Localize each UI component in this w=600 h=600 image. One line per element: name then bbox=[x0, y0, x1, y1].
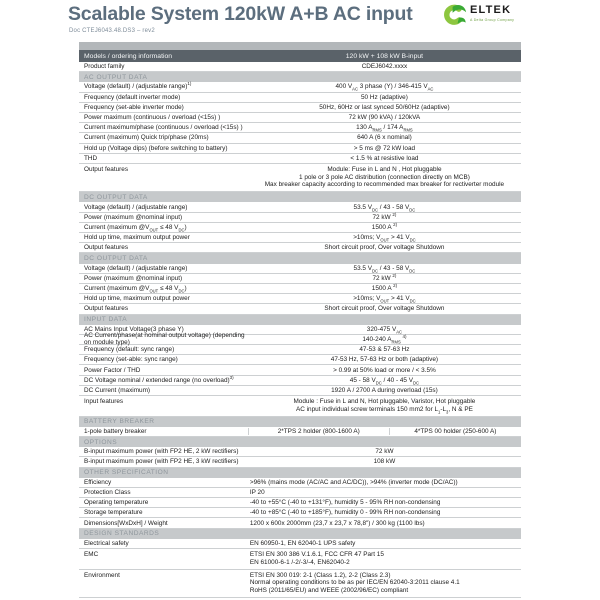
table-header-row bbox=[79, 50, 521, 62]
logo-tagline: A Delta Group Company bbox=[470, 18, 515, 22]
spec-row bbox=[79, 274, 521, 284]
row-label: Current (maximum $@V_{OUT} \le 48$ $V_{DC}$) bbox=[84, 285, 187, 294]
row-value: 53.5 $V_{DC} / 43 - 58$ $V_{DC}$ bbox=[353, 264, 416, 273]
table-header-label: Models / ordering information bbox=[84, 52, 173, 60]
row-value: EN 60950-1, EN 62040-1 UPS safety bbox=[249, 539, 356, 547]
row-value: Module : Fuse in L and N, Hot pluggable, Varistor, Hot pluggable AC input individual screw terminals 150 mm2 for $L_1-L_3$, N & PE bbox=[293, 398, 476, 415]
row-label: Output features bbox=[84, 244, 129, 252]
spec-row bbox=[79, 233, 521, 243]
row-value-2: 4*TPS 00 holder (250-600 A) bbox=[414, 427, 497, 435]
row-value: 108 kW bbox=[373, 458, 396, 466]
row-value: 1200 x 600x 2000mm (23,7 x 23,7 x 78,8") / 300 kg (1100 lbs) bbox=[249, 519, 425, 527]
row-value: Short circuit proof, Over voltage Shutdown bbox=[324, 244, 445, 252]
spec-row bbox=[79, 82, 521, 92]
spec-row bbox=[79, 223, 521, 233]
row-label: Storage temperature bbox=[84, 509, 143, 517]
row-label: Environment bbox=[84, 571, 120, 579]
spec-row bbox=[79, 144, 521, 154]
section-header-row: INPUT DATA bbox=[79, 315, 521, 325]
section-header-row: BATTERY BREAKER bbox=[79, 417, 521, 427]
row-value: 47-53 Hz, 57-63 Hz or both (adaptive) bbox=[330, 356, 439, 364]
section-header-row: DESIGN STANDARDS bbox=[79, 529, 521, 539]
spec-row bbox=[79, 284, 521, 294]
spec-row bbox=[79, 549, 521, 570]
spec-row bbox=[79, 427, 521, 437]
row-value: 50 Hz (adaptive) bbox=[360, 93, 408, 101]
row-value: >96% (mains mode (AC/AC and AC/DC)), >94% (inverter mode (DC/AC)) bbox=[249, 478, 458, 486]
spec-row bbox=[79, 62, 521, 72]
spec-row bbox=[79, 243, 521, 253]
row-label: Frequency (default inverter mode) bbox=[84, 93, 181, 101]
row-value: CDEJ6042.xxxx bbox=[361, 63, 408, 71]
row-value: >10ms; $V_{OUT} > 41$ $V_{DC}$ bbox=[353, 295, 416, 304]
spec-row bbox=[79, 202, 521, 212]
row-label: Voltage (default) / (adjustable range)$^{1)}$ bbox=[84, 81, 192, 91]
spec-row bbox=[79, 365, 521, 375]
logo-wordmark bbox=[470, 4, 514, 22]
row-value: >10ms; $V_{OUT} > 41$ $V_{DC}$ bbox=[353, 234, 416, 243]
spec-row bbox=[79, 332, 521, 347]
spec-row bbox=[79, 376, 521, 386]
eltek-swirl-icon bbox=[440, 4, 467, 31]
spec-table-body bbox=[79, 62, 521, 598]
row-label: B-input maximum power (with FP2 HE, 3 kW rectifiers) bbox=[84, 458, 239, 466]
row-label: Power maximum (continuous / overload (<15s) ) bbox=[84, 114, 221, 122]
row-label: Electrical safety bbox=[84, 539, 129, 547]
spec-row bbox=[79, 570, 521, 598]
spec-row bbox=[79, 103, 521, 113]
row-value: 400 $V_{AC}$ 3 phase (Y) / 346-415 $V_{AC}$ bbox=[335, 83, 434, 92]
row-value: 2*TPS 2 holder (800-1600 A) bbox=[248, 428, 390, 435]
spec-row bbox=[79, 355, 521, 365]
row-label: Frequency (set-able inverter mode) bbox=[84, 103, 184, 111]
row-label: Frequency (default: sync range) bbox=[84, 346, 175, 354]
spec-row bbox=[79, 294, 521, 304]
row-value: > 0.99 at 50% load or more / < 3.5% bbox=[333, 366, 436, 374]
spec-row bbox=[79, 498, 521, 508]
spec-row bbox=[79, 345, 521, 355]
row-value: > 5 ms @ 72 kW load bbox=[353, 144, 416, 152]
eltek-logo bbox=[440, 4, 514, 31]
row-value: IP 20 bbox=[249, 489, 265, 497]
row-label: Power (maximum @nominal input) bbox=[84, 213, 183, 221]
spec-row bbox=[79, 396, 521, 417]
row-value: 1500 A $^{2)}$ bbox=[371, 221, 398, 231]
row-label: B-input maximum power (with FP2 HE, 2 kW rectifiers) bbox=[84, 448, 239, 456]
row-label: Hold up time, maximum output power bbox=[84, 295, 190, 303]
section-header-row: DC OUTPUT DATA bbox=[79, 253, 521, 263]
row-label: Efficiency bbox=[84, 478, 112, 486]
row-value: 72 kW $^{2)}$ bbox=[372, 272, 397, 282]
row-label: AC Current/phase(at nominal output voltage) (depending on module type) bbox=[84, 332, 245, 347]
row-value: ETSI EN 300 019: 2-1 (Class 1.2), 2-2 (Class 2.3) Normal operating conditions to be as per IEC/EN 62040-3:2011 clause 4.1 RoHS (2011/65/EU) and WEEE (2002/96/EC) compliant bbox=[249, 571, 460, 595]
row-label: DC Voltage nominal / extended range (no overload)$^{3)}$ bbox=[84, 374, 234, 384]
spec-row bbox=[79, 488, 521, 498]
row-value: Short circuit proof, Over voltage Shutdown bbox=[324, 305, 445, 313]
row-value: 53.5 $V_{DC} / 43 - 58$ $V_{DC}$ bbox=[353, 203, 416, 212]
row-value: 320-475 $V_{AC}$ bbox=[366, 325, 403, 335]
section-header-row: AC OUTPUT DATA bbox=[79, 72, 521, 82]
spec-row bbox=[79, 123, 521, 133]
spec-row bbox=[79, 518, 521, 528]
row-value: 1920 A / 2700 A during overload (15s) bbox=[331, 386, 438, 394]
row-label: Protection Class bbox=[84, 489, 131, 497]
row-label: Current (maximum) Quick trip/phase (20ms) bbox=[84, 134, 209, 142]
row-label: 1-pole battery breaker bbox=[84, 427, 147, 435]
spec-row bbox=[79, 264, 521, 274]
row-value: 640 A (6 x nominal) bbox=[357, 134, 412, 142]
doc-reference: Doc CTEJ6043.48.DS3 – rev2 bbox=[69, 28, 155, 34]
row-value: -40 to +85°C (-40 to +185°F), humidity 0 - 99% RH non-condensing bbox=[249, 509, 441, 517]
spec-row bbox=[79, 133, 521, 143]
spec-table bbox=[79, 42, 521, 598]
row-label: Dimensions[WxDxH] / Weight bbox=[84, 519, 168, 527]
section-header-row: DC OUTPUT DATA bbox=[79, 192, 521, 202]
table-header-value: 120 kW + 108 kW B-input bbox=[345, 52, 424, 60]
spec-row bbox=[79, 304, 521, 314]
table-top-spacer-bar bbox=[79, 42, 521, 50]
spec-row bbox=[79, 213, 521, 223]
row-label: Output features bbox=[84, 305, 129, 313]
row-value: ETSI EN 300 386 V.1.6.1, FCC CFR 47 Part 15 EN 61000-6-1 /-2/-3/-4, EN62040-2 bbox=[249, 551, 384, 566]
row-value: 130 $A_{RMS} / 174$ $A_{RMS}$ bbox=[356, 124, 413, 133]
row-value: 45 - 58 $V_{DC} / 40 - 45$ $V_{DC}$ bbox=[349, 376, 420, 386]
row-label: Input features bbox=[84, 398, 124, 406]
row-value: 72 kW (90 kVA) / 120kVA bbox=[348, 114, 421, 122]
row-label: THD bbox=[84, 154, 98, 162]
spec-row bbox=[79, 478, 521, 488]
row-value: 47-53 & 57-63 Hz bbox=[359, 346, 410, 354]
row-value: Module: Fuse in L and N , Hot pluggable 1 pole or 3 pole AC distribution (connection directly on MCB) Max breaker capacity according to recommended max breaker for rectiverter module bbox=[264, 165, 505, 189]
row-label: Frequency (set-able: sync range) bbox=[84, 356, 178, 364]
row-label: Current (maximum $@V_{OUT} \le 48$ $V_{DC}$) bbox=[84, 223, 187, 233]
spec-row bbox=[79, 164, 521, 192]
row-label: EMC bbox=[84, 551, 99, 559]
row-label: Operating temperature bbox=[84, 499, 149, 507]
row-value: 72 kW bbox=[375, 448, 394, 456]
row-value: 1500 A $^{2)}$ bbox=[371, 282, 398, 293]
row-label: Product family bbox=[84, 63, 125, 71]
section-header-row: OPTIONS bbox=[79, 437, 521, 447]
row-label: DC Current (maximum) bbox=[84, 386, 151, 394]
row-label: Power Factor / THD bbox=[84, 366, 141, 374]
row-label: Current maximum/phase (continuous / overload (<15s) ) bbox=[84, 124, 243, 132]
row-label: AC Mains Input Voltage(3 phase Y) bbox=[84, 325, 184, 333]
spec-row bbox=[79, 457, 521, 467]
section-header-row: OTHER SPECIFICATION bbox=[79, 468, 521, 478]
row-label: Power (maximum @nominal input) bbox=[84, 274, 183, 282]
row-label: Hold up time, maximum output power bbox=[84, 234, 190, 242]
page-title: Scalable System 120kW A+B AC input bbox=[68, 3, 413, 25]
spec-row bbox=[79, 113, 521, 123]
spec-row bbox=[79, 539, 521, 549]
spec-row bbox=[79, 508, 521, 518]
logo-brand-name: ELTEK bbox=[470, 4, 512, 16]
row-value: 140-240 $A_{RMS}$ $^{4)}$ bbox=[362, 333, 407, 345]
spec-row bbox=[79, 447, 521, 457]
spec-row bbox=[79, 154, 521, 164]
row-value: < 1.5 % at resistive load bbox=[350, 154, 419, 162]
row-label: Voltage (default) / (adjustable range) bbox=[84, 203, 188, 211]
row-value: 72 kW $^{2)}$ bbox=[372, 211, 397, 221]
row-label: Voltage (default) / (adjustable range) bbox=[84, 264, 188, 272]
row-label: Output features bbox=[84, 165, 129, 173]
spec-row bbox=[79, 386, 521, 396]
row-label: Hold up (Voltage dips) (before switching to battery) bbox=[84, 144, 228, 152]
spec-row bbox=[79, 93, 521, 103]
row-value: 50Hz, 60Hz or last synced 50/60Hz (adaptive) bbox=[319, 103, 450, 111]
row-value: -40 to +55°C (-40 to +131°F), humidity 5 - 95% RH non-condensing bbox=[249, 499, 441, 507]
